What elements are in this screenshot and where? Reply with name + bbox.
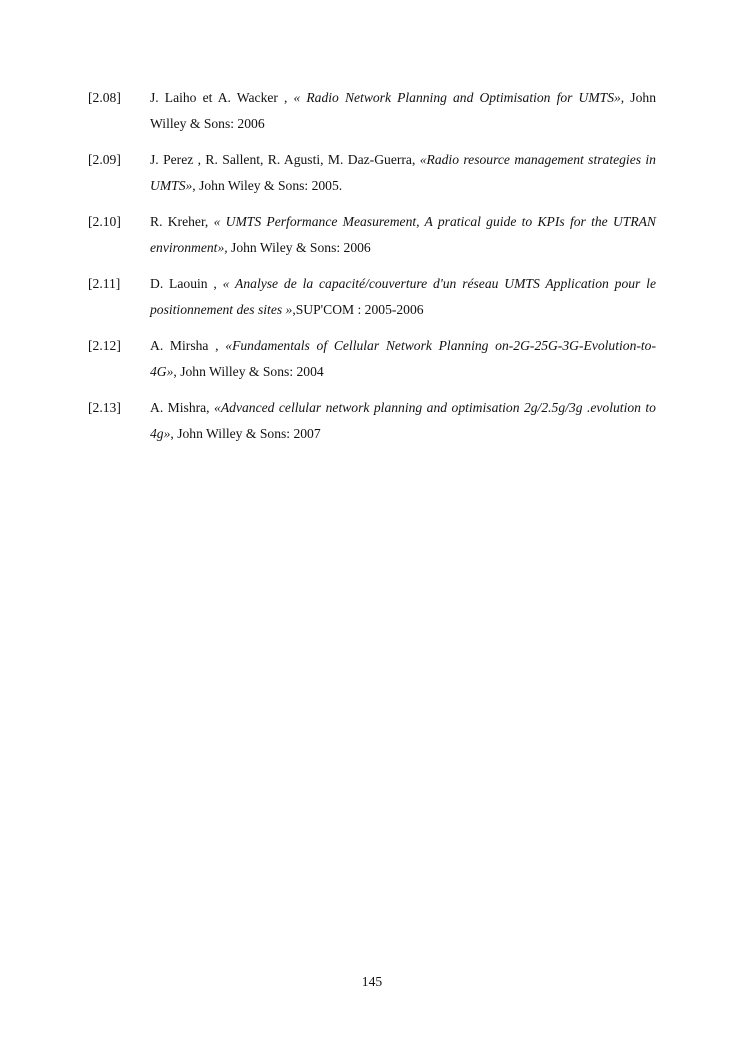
reference-text xyxy=(150,395,656,447)
reference-authors: D. Laouin , xyxy=(150,276,223,291)
reference-authors: J. Laiho et A. Wacker , xyxy=(150,90,294,105)
reference-number: [2.09] xyxy=(88,152,121,167)
reference-number: [2.13] xyxy=(88,400,121,415)
reference-publisher: , John Wiley & Sons: 2005. xyxy=(192,178,343,193)
reference-item xyxy=(88,147,656,199)
reference-item xyxy=(88,209,656,261)
reference-text xyxy=(150,271,656,323)
reference-number: [2.10] xyxy=(88,214,121,229)
reference-item xyxy=(88,395,656,447)
reference-authors: J. Perez , R. Sallent, R. Agusti, M. Daz-Guerra, xyxy=(150,152,420,167)
reference-text xyxy=(150,209,656,261)
reference-authors: A. Mishra, xyxy=(150,400,215,415)
reference-title: «Advanced cellular network planning and optimisation 2g/2.5g/3g .evolution to 4g» xyxy=(150,400,656,441)
reference-title: «Radio resource management strategies in UMTS» xyxy=(150,152,656,193)
reference-publisher: ,SUP'COM : 2005-2006 xyxy=(292,302,424,317)
reference-text xyxy=(150,147,656,199)
reference-publisher: John Wiley & Sons: 2006 xyxy=(227,240,371,255)
reference-number: [2.11] xyxy=(88,276,121,291)
page-number: 145 xyxy=(361,974,383,989)
reference-title: « Radio Network Planning and Optimisation for UMTS», xyxy=(293,90,625,105)
reference-authors: R. Kreher, xyxy=(150,214,214,229)
reference-title: «Fundamentals of Cellular Network Planning on-2G-25G-3G-Evolution-to-4G» xyxy=(150,338,657,379)
reference-number: [2.08] xyxy=(88,90,121,105)
reference-authors: A. Mirsha , xyxy=(150,338,226,353)
reference-title: « Analyse de la capacité/couverture d'un réseau UMTS Application pour le positionnement des sites » xyxy=(150,276,656,317)
reference-item xyxy=(88,85,656,137)
reference-publisher: , John Willey & Sons: 2004 xyxy=(173,364,324,379)
reference-list xyxy=(88,85,656,457)
reference-publisher: John Willey & Sons: 2006 xyxy=(150,90,656,131)
reference-item xyxy=(88,271,656,323)
reference-publisher: , John Willey & Sons: 2007 xyxy=(170,426,321,441)
reference-number: [2.12] xyxy=(88,338,121,353)
reference-item xyxy=(88,333,656,385)
reference-text xyxy=(150,333,656,385)
reference-title: « UMTS Performance Measurement, A pratical guide to KPIs for the UTRAN environment», xyxy=(150,214,656,255)
reference-text xyxy=(150,85,656,137)
